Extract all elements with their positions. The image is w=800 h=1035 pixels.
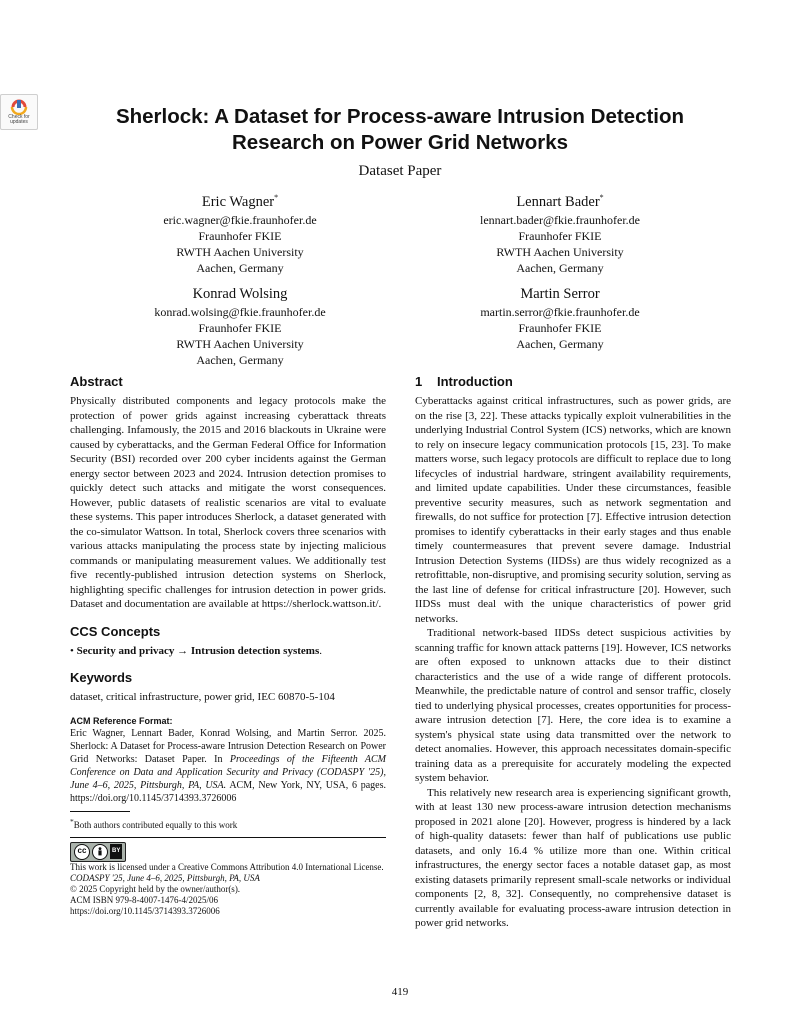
abstract-heading: Abstract: [70, 374, 123, 389]
author-affiliation: RWTH Aachen University: [176, 245, 304, 259]
author-affiliation: Fraunhofer FKIE: [518, 229, 602, 243]
author-affiliation: RWTH Aachen University: [176, 337, 304, 351]
author-name: Martin Serror: [520, 286, 600, 302]
acm-reference-heading: ACM Reference Format:: [70, 715, 173, 726]
abstract-text: Physically distributed components and legacy protocols make the protection of power grids against increasing cyberattack threats challenging. Infamously, the 2015 and 2016 blackouts in Ukraine were caused by cyberattacks, and the German Federal Office for Information Security (BSI) recorded over 200 cyber incidents against the German energy sector between 2023 and 2024. Intrusion detection promises to quickly detect such attacks and mitigate the worst consequences. However, public datasets of realistic scenarios are vital to evaluate these systems. This paper introduces Sherlock, a dataset generated with the co-simulator Wattson. In total, Sherlock covers three scenarios with various attacks manipulating the process state by injecting malicious commands or manipulating measurement values. We additionally test five recently-published intrusion detection systems on Sherlock, highlighting specific challenges for intrusion detection in power grids. Dataset and documentation are available at https://sherlock.wattson.it/.: [70, 395, 386, 610]
check-for-updates-icon: [9, 97, 29, 115]
intro-paragraph: Traditional network-based IIDSs detect suspicious activities by scanning traffic for known attack patterns [19]. However, ICS networks are often exposed to unknown attacks due to their distinct characteristics and the use of a wide range of different protocols. Meanwhile, the predictable nature of control and sensor traffic, closely tied to underlying physical processes, creates opportunities for process-aware intrusion detection [7]. Here, the core idea is to examine a system's physical state using data transmitted over the network to detect anomalies. However, this approach necessitates domain-specific training data as a prerequisite for accurately modeling the expected system behavior.: [415, 627, 731, 784]
ccs-heading: CCS Concepts: [70, 623, 161, 639]
author-location: Aachen, Germany: [196, 261, 284, 275]
cc-by-license-icon[interactable]: [70, 842, 126, 862]
author-location: Aachen, Germany: [196, 353, 284, 367]
author-email[interactable]: lennart.bader@fkie.fraunhofer.de: [480, 213, 640, 227]
author-email[interactable]: eric.wagner@fkie.fraunhofer.de: [163, 213, 317, 227]
license-copyright: © 2025 Copyright held by the owner/author(s).: [70, 883, 241, 894]
author-email[interactable]: konrad.wolsing@fkie.fraunhofer.de: [154, 305, 326, 319]
author-email[interactable]: martin.serror@fkie.fraunhofer.de: [480, 305, 640, 319]
author-block: [80, 284, 400, 368]
author-affiliation: Fraunhofer FKIE: [518, 321, 602, 335]
by-label: BY: [110, 844, 122, 859]
author-location: Aachen, Germany: [516, 337, 604, 351]
author-mark: *: [599, 193, 604, 203]
keywords-text: dataset, critical infrastructure, power grid, IEC 60870-5-104: [70, 691, 335, 703]
cc-icon: cc: [74, 844, 90, 860]
ccs-concept: Intrusion detection systems: [190, 644, 320, 657]
author-affiliation: Fraunhofer FKIE: [198, 229, 282, 243]
keywords-heading: Keywords: [70, 670, 133, 685]
author-affiliation: RWTH Aachen University: [496, 245, 624, 259]
by-person-icon: [92, 844, 108, 860]
check-for-updates-badge[interactable]: [0, 94, 38, 130]
section-number: 1: [415, 374, 423, 389]
ccs-concept: Security and privacy: [76, 644, 175, 657]
license-rule: [70, 837, 386, 838]
right-column: [415, 374, 731, 931]
left-column: [70, 374, 386, 917]
author-location: Aachen, Germany: [516, 261, 604, 275]
acm-reference-text: Eric Wagner, Lennart Bader, Konrad Wolsing, and Martin Serror. 2025. Sherlock: A Dataset for Process-aware Intrusion Detection Research on Power Grid Networks: Dataset Paper. In Proceedings of the Fifteenth ACM Conference on Data and Application Security and Privacy (CODASPY '25), June 4–6, 2025, Pittsburgh, PA, USA. ACM, New York, NY, USA, 6 pages. https://doi.org/10.1145/3714393.3726006: [70, 727, 386, 804]
ccs-bullet: •: [70, 644, 74, 657]
footnote-rule: [70, 811, 130, 812]
ccs-concepts: [70, 644, 386, 659]
license-venue: CODASPY '25, June 4–6, 2025, Pittsburgh, PA, USA: [70, 872, 260, 883]
check-for-updates-label: Check for updates: [8, 114, 30, 125]
author-block: [80, 192, 400, 276]
paper-subtitle: Dataset Paper: [358, 163, 442, 179]
intro-paragraph: Cyberattacks against critical infrastructures, such as power grids, are on the rise [3, 22]. These attacks typically exploit vulnerabilities in the underlying Industrial Control System (ICS) networks, which are known to rely on insecure legacy communication protocols [15, 23]. To make matters worse, such legacy protocols are difficult to replace due to long lifecycles of industrial hardware, stringent availability requirements, and limited update capabilities. Under these circumstances, feasible preventive security measures, such as network segmentation and firewalls, do not suffice for protection [7]. Effective intrusion detection promises to identify cyberattacks in their early stages and thus enable timely countermeasures that prevent severe damage. Industrial Intrusion Detection Systems (IIDSs) are thus widely recognized as a retrofittable, non-disruptive, and promising security solution, serving as the last line of defense for critical infrastructure [20]. However, such IIDSs must deal with the unique characteristics of power grid networks.: [415, 395, 731, 625]
footnote: *Both authors contributed equally to this work: [70, 816, 238, 830]
license-isbn: ACM ISBN 979-8-4007-1476-4/2025/06: [70, 894, 218, 905]
introduction-heading: 1 Introduction: [415, 374, 513, 389]
license-line: This work is licensed under a Creative Commons Attribution 4.0 International License.: [70, 861, 384, 872]
author-name: Eric Wagner: [201, 194, 275, 210]
author-name: Lennart Bader: [516, 194, 600, 210]
paper-title: Sherlock: A Dataset for Process-aware Intrusion Detection Research on Power Grid Networks: [115, 105, 685, 154]
page-number: 419: [391, 986, 409, 998]
ccs-arrow: →: [177, 644, 189, 657]
ccs-end: .: [319, 644, 322, 657]
intro-paragraph: This relatively new research area is experiencing significant growth, with at least 130 new process-aware intrusion detection mechanisms proposed in 2021 alone [20]. However, progress is hindered by a lack of high-quality datasets: fewer than half of publications use public datasets, and only 16.4 % utilize more than one. Within critical infrastructures, the energy sector faces a notable dataset gap, as most existing datasets primarily represent small-scale networks or individual components [2, 8, 32]. Consequently, no comprehensive dataset is currently available for evaluating process-aware intrusion detection in power grid networks.: [415, 786, 731, 929]
license-doi[interactable]: https://doi.org/10.1145/3714393.3726006: [70, 905, 220, 916]
acm-reference: [70, 715, 386, 805]
author-block: [400, 284, 720, 352]
author-affiliation: Fraunhofer FKIE: [198, 321, 282, 335]
author-name: Konrad Wolsing: [192, 286, 288, 302]
author-block: [400, 192, 720, 276]
author-mark: *: [274, 193, 279, 203]
